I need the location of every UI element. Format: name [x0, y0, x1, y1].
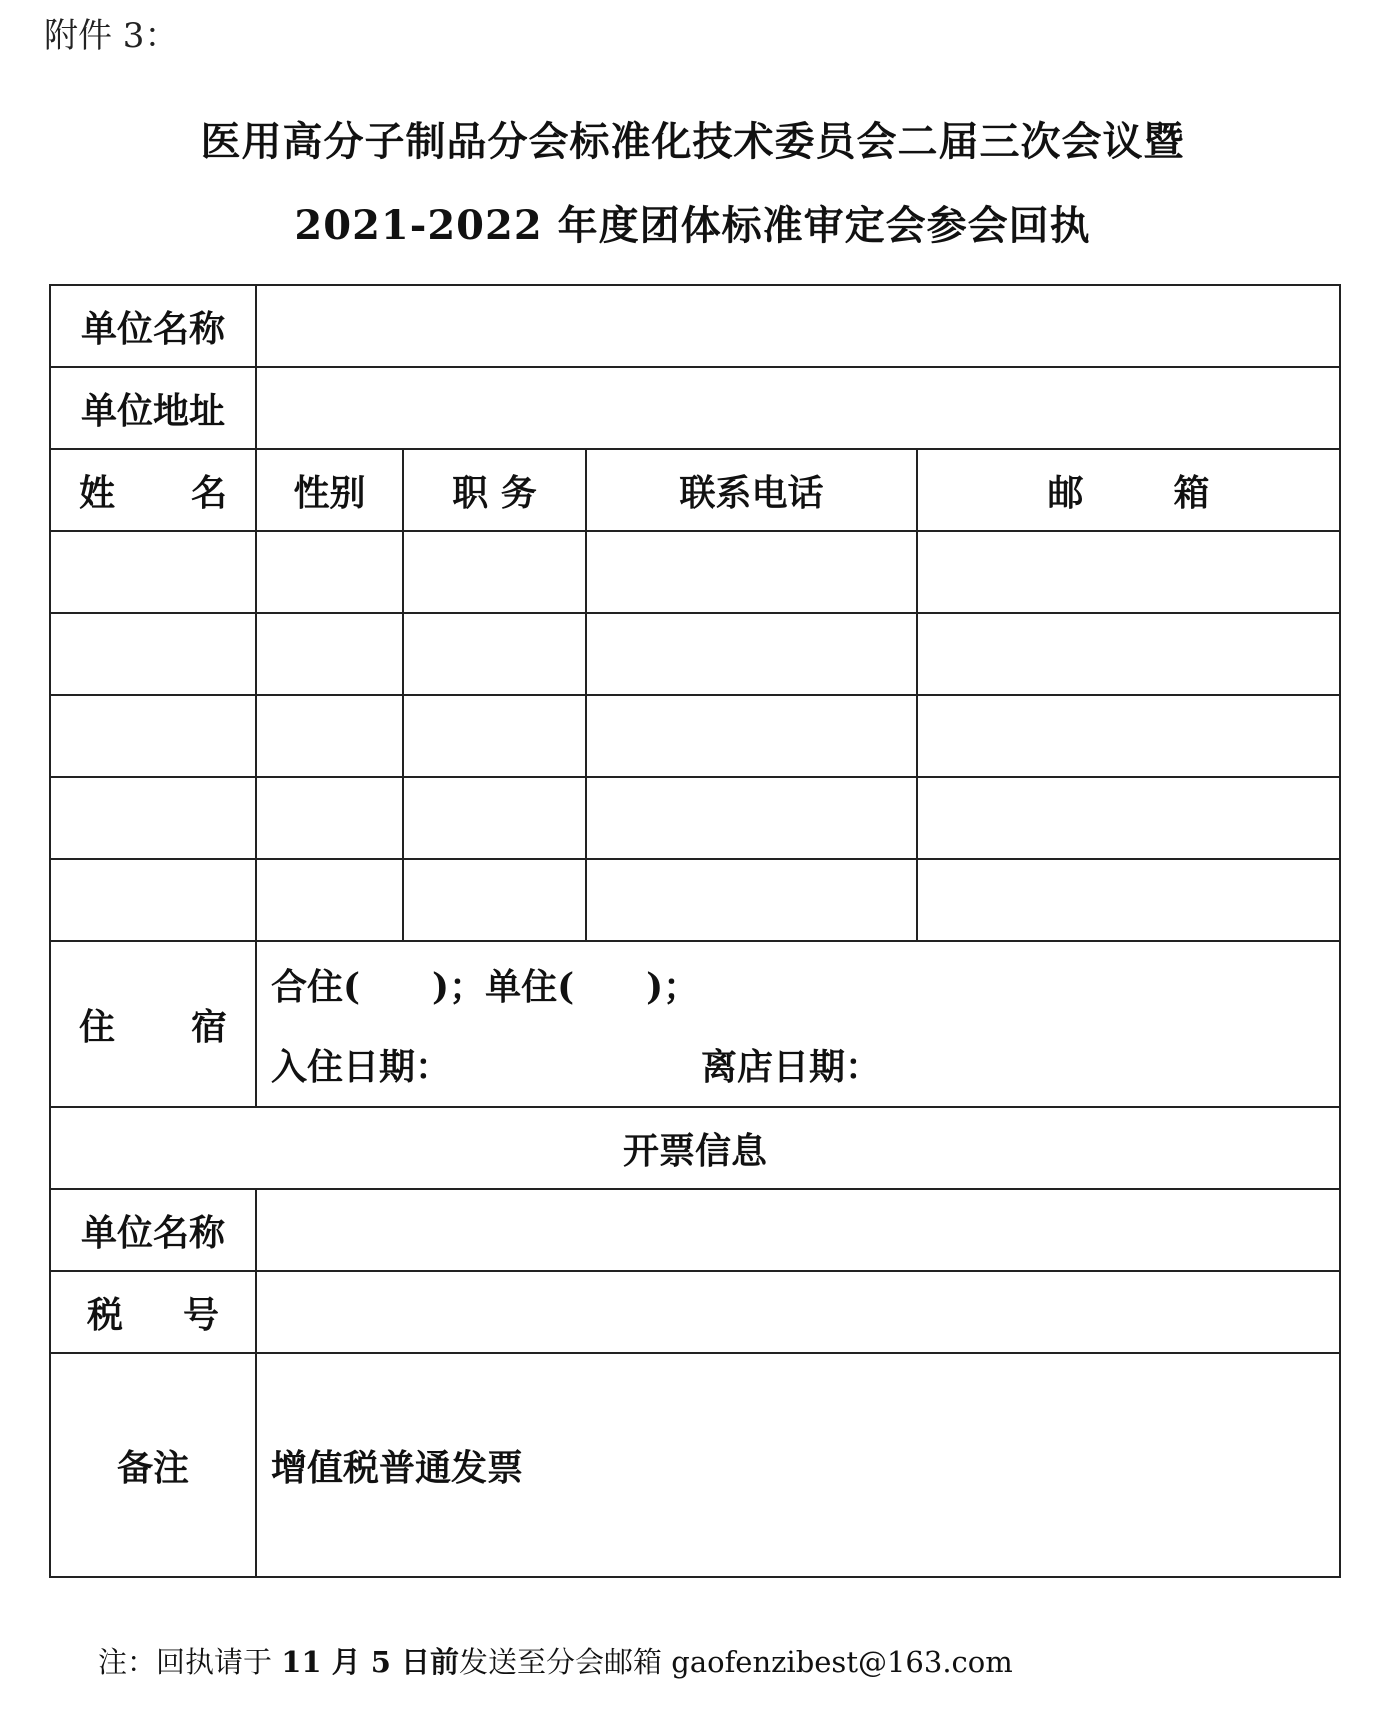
unit-address-row — [50, 367, 1340, 449]
invoice-unit-name-label: 单位名称 — [50, 1189, 256, 1271]
header-email-char1: 邮 — [1047, 471, 1084, 514]
header-phone: 联系电话 — [586, 449, 917, 531]
attendee-name-cell[interactable] — [50, 613, 256, 695]
attendee-name-cell[interactable] — [50, 531, 256, 613]
remark-value[interactable]: 增值税普通发票 — [256, 1353, 1340, 1577]
attendee-gender-cell[interactable] — [256, 531, 403, 613]
remark-label: 备注 — [50, 1353, 256, 1577]
tax-label-char1: 税 — [87, 1293, 124, 1336]
attendee-gender-cell[interactable] — [256, 695, 403, 777]
invoice-section-row — [50, 1107, 1340, 1189]
tax-label-char2: 号 — [182, 1293, 219, 1336]
unit-address-label: 单位地址 — [50, 367, 256, 449]
shared-room-close: )； — [432, 965, 486, 1008]
lodging-room-type-line — [271, 944, 1339, 1024]
attendee-position-cell[interactable] — [403, 777, 586, 859]
single-room-label: 单住( — [485, 965, 575, 1008]
checkin-date-label: 入住日期： — [271, 1045, 452, 1088]
attendee-email-cell[interactable] — [917, 859, 1340, 941]
tax-number-label — [50, 1271, 256, 1353]
header-email — [917, 449, 1340, 531]
single-room-close: )； — [646, 965, 700, 1008]
lodging-label-char1: 住 — [79, 1005, 116, 1048]
invoice-unit-name-row — [50, 1189, 1340, 1271]
unit-name-row — [50, 285, 1340, 367]
footer-middle: 发送至分会邮箱 — [459, 1645, 672, 1679]
attendee-email-cell[interactable] — [917, 777, 1340, 859]
shared-room-label: 合住( — [271, 965, 361, 1008]
unit-address-field[interactable] — [256, 367, 1340, 449]
attendee-gender-cell[interactable] — [256, 859, 403, 941]
attendee-phone-cell[interactable] — [586, 777, 917, 859]
lodging-label-char2: 宿 — [190, 1005, 227, 1048]
unit-name-label: 单位名称 — [50, 285, 256, 367]
attendee-row — [50, 613, 1340, 695]
attendee-row — [50, 859, 1340, 941]
attendee-name-cell[interactable] — [50, 859, 256, 941]
attendee-position-cell[interactable] — [403, 613, 586, 695]
attendee-row — [50, 531, 1340, 613]
unit-name-field[interactable] — [256, 285, 1340, 367]
invoice-section-title: 开票信息 — [50, 1107, 1340, 1189]
header-gender: 性别 — [256, 449, 403, 531]
attendee-phone-cell[interactable] — [586, 695, 917, 777]
attendee-row — [50, 695, 1340, 777]
attendee-row — [50, 777, 1340, 859]
header-name-char2: 名 — [190, 471, 227, 514]
lodging-details — [256, 941, 1340, 1107]
header-name — [50, 449, 256, 531]
attendee-phone-cell[interactable] — [586, 531, 917, 613]
lodging-row — [50, 941, 1340, 1107]
form-title-line1: 医用高分子制品分会标准化技术委员会二届三次会议暨 — [200, 118, 1185, 165]
header-name-char1: 姓 — [79, 471, 116, 514]
attendee-position-cell[interactable] — [403, 695, 586, 777]
attendee-position-cell[interactable] — [403, 531, 586, 613]
lodging-label — [50, 941, 256, 1107]
attachment-label: 附件 3： — [44, 16, 179, 56]
checkout-date-label: 离店日期： — [701, 1045, 882, 1088]
attendee-position-cell[interactable] — [403, 859, 586, 941]
form-title-line2: 2021-2022 年度团体标准审定会参会回执 — [294, 202, 1091, 249]
invoice-unit-name-field[interactable] — [256, 1189, 1340, 1271]
attendee-name-cell[interactable] — [50, 777, 256, 859]
lodging-dates-line — [271, 1024, 1339, 1104]
attendee-phone-cell[interactable] — [586, 613, 917, 695]
registration-form-table — [49, 284, 1341, 1578]
attendee-gender-cell[interactable] — [256, 777, 403, 859]
footer-email-link[interactable]: gaofenzibest@163.com — [671, 1645, 1013, 1679]
attendee-name-cell[interactable] — [50, 695, 256, 777]
attendee-phone-cell[interactable] — [586, 859, 917, 941]
footer-prefix: 注：回执请于 — [98, 1645, 282, 1679]
footer-deadline: 11 月 5 日前 — [281, 1645, 460, 1679]
attendee-header-row — [50, 449, 1340, 531]
tax-number-row — [50, 1271, 1340, 1353]
attendee-gender-cell[interactable] — [256, 613, 403, 695]
remark-row — [50, 1353, 1340, 1577]
attendee-email-cell[interactable] — [917, 531, 1340, 613]
header-email-char2: 箱 — [1173, 471, 1210, 514]
attendee-email-cell[interactable] — [917, 613, 1340, 695]
footer-note — [98, 1640, 1013, 1681]
attendee-email-cell[interactable] — [917, 695, 1340, 777]
header-position: 职 务 — [403, 449, 586, 531]
tax-number-field[interactable] — [256, 1271, 1340, 1353]
